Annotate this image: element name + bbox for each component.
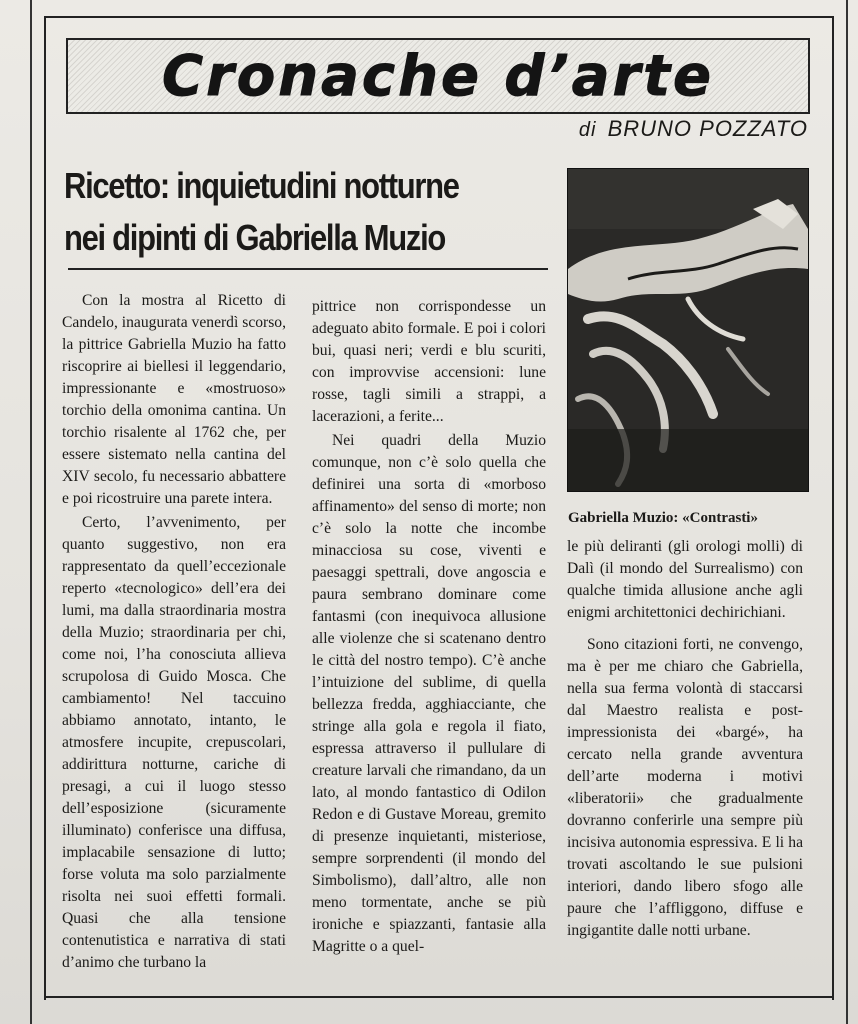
article-frame-bottom-rule <box>44 996 834 998</box>
headline-line-2: nei dipinti di Gabriella Muzio <box>64 217 446 258</box>
article-column-1 <box>62 290 286 974</box>
article-column-3 <box>567 536 803 942</box>
column-masthead <box>66 38 810 114</box>
byline-prefix: di <box>578 119 597 141</box>
paragraph: Certo, l’avvenimento, per quanto suggestivo, non era rappresentato da quell’eccezionale reperto «tecnologico» dell’era dei lumi, ma dalla straordinaria mostra della Muzio; straordinaria per chi, come noi, l’ha conosciuta allieva scrupolosa di Guido Mosca. Che cambiamento! Nel taccuino abbiamo annotato, intanto, le atmosfere incupite, crepuscolari, addirittura notturne, cariche di presagi, a cui il luogo stesso dell’esposizione (sicuramente illuminato) conferisce una diffusa, implacabile sensazione di lutto; forse voluta ma solo parzialmente risolta nei suoi effetti formali. Quasi che alla tensione contenutistica e narrativa di stati d’animo che turbano la <box>62 514 286 971</box>
byline <box>579 116 808 142</box>
article-headline <box>64 160 546 264</box>
byline-author: BRUNO POZZATO <box>607 116 808 141</box>
paragraph-continued: pittrice non corrispondesse un adeguato abito formale. E poi i colori bui, quasi neri; verdi e blu scuriti, con improvvise accensioni: lune rosse, tagli simili a strappi, a lacerazioni, a ferite... <box>312 298 546 425</box>
article-column-2 <box>312 296 546 958</box>
masthead-title: Cronache d’arte <box>162 43 714 109</box>
page-edge-line <box>846 0 848 1024</box>
headline-line-1: Ricetto: inquietudini notturne <box>64 165 459 206</box>
paragraph: Con la mostra al Ricetto di Candelo, inaugurata venerdì scorso, la pittrice Gabriella Muzio ha fatto riscoprire ai biellesi il leggendario, impressionante e «mostruoso» torchio della omonima cantina. Un torchio risalente al 1762 che, per essere sistemato nella cantina del XIV secolo, fu necessario abbattere e poi ricostruire una parete intera. <box>62 292 286 507</box>
artwork-photo <box>567 168 809 492</box>
photo-caption: Gabriella Muzio: «Contrasti» <box>568 510 758 526</box>
paragraph: Nei quadri della Muzio comunque, non c’è solo quella che definirei una sorta di «morboso affinamento» del senso di morte; non c’è solo la notte che incombe minacciosa su cose, viventi e paesaggi spettrali, dove angoscia e paura sembrano dominare come fantasmi (con inequivoca allusione alle violenze che si scatenano dentro le città del nostro tempo). C’è anche l’intuizione del sublime, di quella bellezza fredda, agghiacciante, che stringe alla gola e regola il fiato, espressa attraverso il pullulare di creature larvali che rimandano, da un lato, al mondo fantastico di Odilon Redon e di Gustave Moreau, gremito di presenze inquietanti, misteriose, sempre sorprendenti (il mondo del Simbolismo), dall’altro, alle non meno tormentate, anche se più ironiche e spiazzanti, fantasie alla Magritte o a quel- <box>312 432 546 955</box>
paragraph-continued: le più deliranti (gli orologi molli) di Dalì (il mondo del Surrealismo) con qualche timida allusione anche agli enigmi architettonici dechirichiani. <box>567 538 803 621</box>
headline-rule <box>68 268 548 270</box>
paragraph: Sono citazioni forti, ne convengo, ma è per me chiaro che Gabriella, nella sua ferma volontà di staccarsi dal Maestro realista e post-impressionista dei «bargé», ha cercato nella grande avventura dell’arte moderna i motivi «liberatorii» che gradualmente dovranno conferirle una sempre più incisiva autonomia espressiva. E li ha trovati ascoltando le sue pulsioni interiori, dando libero sfogo alle paure che l’affliggono, diffuse e ingigantite dalle notti urbane. <box>567 636 803 939</box>
artwork-image <box>568 169 808 491</box>
page-edge-line <box>30 0 32 1024</box>
